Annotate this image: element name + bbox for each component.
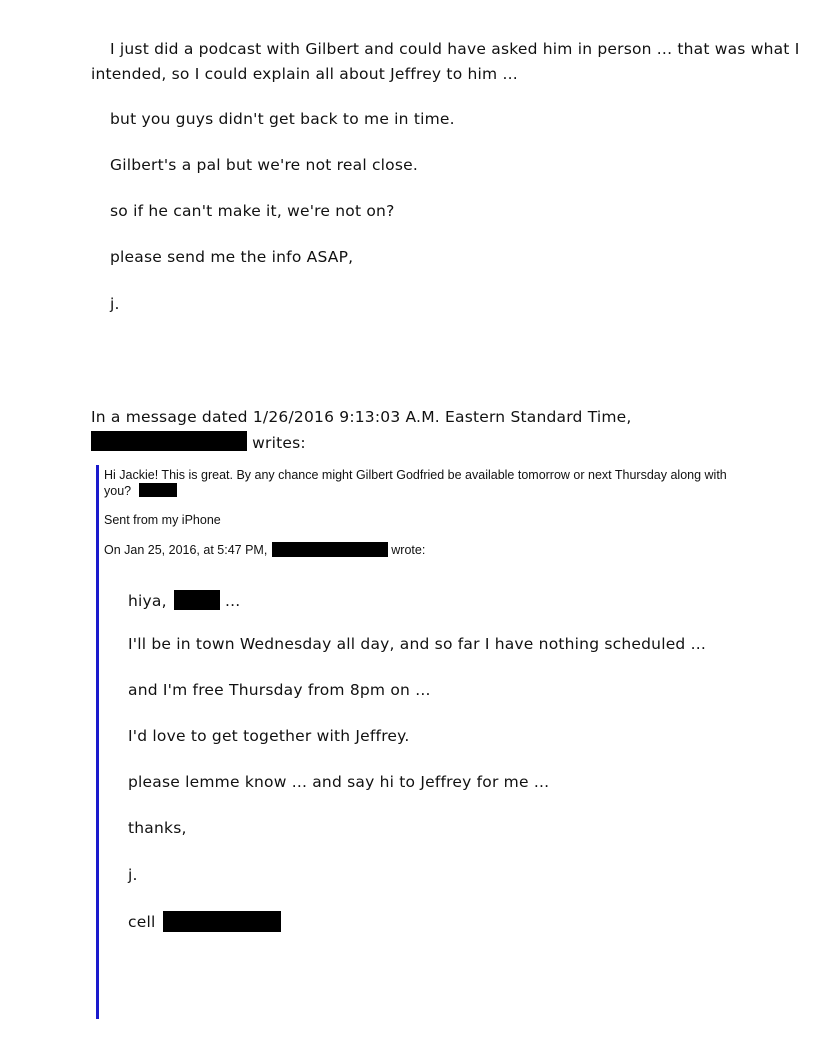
redacted-greeting-name	[174, 590, 220, 610]
sender-line	[91, 431, 306, 452]
redacted-sender-2	[272, 542, 388, 557]
quoted-line-2	[104, 483, 177, 498]
reply-paragraph-3: so if he can't make it, we're not on?	[110, 202, 395, 220]
nested-cell-line	[128, 911, 281, 932]
nested-paragraph-1: I'll be in town Wednesday all day, and so far I have nothing scheduled ...	[128, 635, 706, 653]
nested-greeting-line	[128, 590, 240, 610]
reply-paragraph-1: but you guys didn't get back to me in time.	[110, 110, 455, 128]
nested-thanks: thanks,	[128, 819, 187, 837]
reply-line-2: intended, so I could explain all about Jeffrey to him ...	[91, 65, 518, 83]
cell-label: cell	[128, 913, 156, 931]
writes-label: writes:	[252, 434, 306, 452]
quote-bar	[96, 465, 99, 1019]
reply-paragraph-4: please send me the info ASAP,	[110, 248, 354, 266]
reply-signoff: j.	[110, 295, 120, 313]
on-date-text: On Jan 25, 2016, at 5:47 PM,	[104, 543, 268, 557]
nested-paragraph-4: please lemme know ... and say hi to Jeffrey for me ...	[128, 773, 550, 791]
nested-signoff: j.	[128, 866, 138, 884]
reply-line-1: I just did a podcast with Gilbert and could have asked him in person ... that was what I	[110, 40, 800, 58]
message-dated-line: In a message dated 1/26/2016 9:13:03 A.M. Eastern Standard Time,	[91, 408, 632, 426]
nested-greeting: hiya,	[128, 592, 167, 610]
nested-paragraph-2: and I'm free Thursday from 8pm on ...	[128, 681, 431, 699]
quoted-you: you?	[104, 484, 132, 498]
redacted-name	[139, 483, 177, 497]
quoted-line-1: Hi Jackie! This is great. By any chance might Gilbert Godfried be available tomorrow or next Thursday along with	[104, 468, 727, 482]
wrote-label: wrote:	[391, 543, 426, 557]
on-date-line	[104, 542, 425, 557]
redacted-sender	[91, 431, 247, 451]
nested-paragraph-3: I'd love to get together with Jeffrey.	[128, 727, 410, 745]
redacted-phone	[163, 911, 281, 932]
sent-from-line: Sent from my iPhone	[104, 513, 221, 527]
reply-paragraph-2: Gilbert's a pal but we're not real close.	[110, 156, 419, 174]
nested-greeting-tail: ...	[225, 592, 241, 610]
